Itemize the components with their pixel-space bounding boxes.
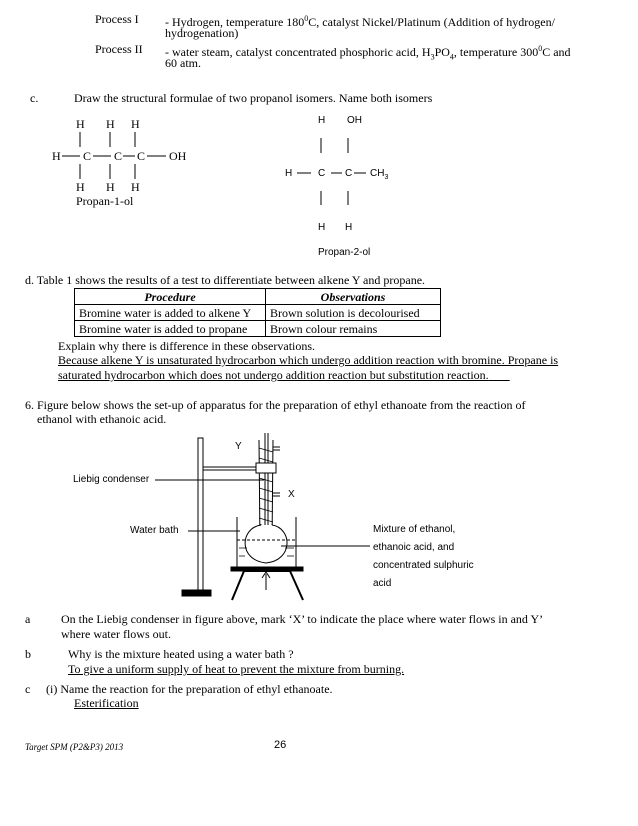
iso2-name: Propan-2-ol [318,247,371,258]
table-header-observations: Observations [266,289,441,305]
figure-label-condenser: Liebig condenser [73,474,150,485]
iso2-oh-top: OH [347,115,362,126]
iso1-carbon-1: C [83,149,92,163]
condenser-water-outlet [273,447,280,450]
question-c-label: c. [30,91,39,105]
question-d-explain: Explain why there is difference in these observations. [58,339,316,353]
question-b-text: Why is the mixture heated using a water bath ? [68,647,294,661]
retort-stand-base [182,590,211,596]
question-c2-label: c [25,682,31,696]
question-d-answer-2: saturated hydrocarbon which does not undergo addition reaction but substitution reaction. [58,368,489,382]
iso1-h-top-1: H [76,117,85,131]
iso1-h-top-3: H [131,117,140,131]
footer-source: Target SPM (P2&P3) 2013 [25,742,124,752]
process-2-desc: - water steam, catalyst concentrated phosphoric acid, $H_3PO_4$, temperature $300^0C$ and [165,44,571,62]
iso1-h-bottom-1: H [76,180,85,194]
iso1-oh: OH [169,149,187,163]
question-b-label: b [25,647,31,661]
figure-label-y: Y [235,441,242,452]
iso2-h-bottom-2: H [345,222,353,233]
iso1-h-bottom-3: H [131,180,140,194]
iso2-ch3: $CH_3$ [370,168,389,181]
question-d-text: d. Table 1 shows the results of a test to differentiate between alkene Y and propane. [25,273,426,287]
question-6-line-1: 6. Figure below shows the set-up of apparatus for the preparation of ethyl ethanoate from the reaction of [25,398,526,412]
process-1-desc: - Hydrogen, temperature $180^0C$, catalyst Nickel/Platinum (Addition of hydrogen/ [165,14,555,29]
question-c-text: Draw the structural formulae of two propanol isomers. Name both isomers [74,91,433,105]
iso1-name: Propan-1-ol [76,194,134,208]
iso1-h-top-2: H [106,117,115,131]
question-a-line-1: On the Liebig condenser in figure above, mark ‘X’ to indicate the place where water flows in and Y’ [61,612,544,626]
figure-label-mixture: Mixture of ethanol, ethanoic acid, and concentrated sulphuric acid [373,524,474,589]
table-cell: Bromine water is added to alkene Y [75,305,266,321]
table-cell: Brown colour remains [266,321,441,337]
figure-label-water-bath: Water bath [130,525,179,536]
round-bottom-flask [245,525,287,563]
table-cell: Bromine water is added to propane [75,321,266,337]
iso1-h-left: H [52,149,61,163]
question-c2-text: (i) Name the reaction for the preparation of ethyl ethanoate. [46,682,333,696]
iso2-carbon-2: C [345,168,353,179]
iso2-h-bottom-1: H [318,222,326,233]
condenser-water-inlet [273,493,280,496]
question-c2-answer: Esterification [74,696,139,710]
question-a-line-2: where water flows out. [61,627,171,641]
iso1-h-bottom-2: H [106,180,115,194]
figure-label-x: X [288,489,295,500]
question-a-label: a [25,612,31,626]
question-6-line-2: ethanol with ethanoic acid. [37,412,167,426]
process-2-desc-cont: 60 atm. [165,56,201,70]
process-1-desc-cont: hydrogenation) [165,26,239,40]
tripod-stand [232,571,303,600]
iso1-carbon-2: C [114,149,123,163]
iso2-carbon-1: C [318,168,326,179]
process-1-label: Process I [95,12,139,26]
question-d-answer-1: Because alkene Y is unsaturated hydrocarbon which undergo addition reaction with bromine. Propane is [58,353,559,367]
iso2-h-top: H [318,115,326,126]
iso2-h-left: H [285,168,293,179]
retort-stand-rod [198,438,203,590]
question-b-answer: To give a uniform supply of heat to prevent the mixture from burning. [68,662,405,676]
page-number: 26 [274,739,287,751]
table-cell: Brown solution is decolourised [266,305,441,321]
iso1-carbon-3: C [137,149,146,163]
process-2-label: Process II [95,42,143,56]
table-header-procedure: Procedure [75,289,266,305]
